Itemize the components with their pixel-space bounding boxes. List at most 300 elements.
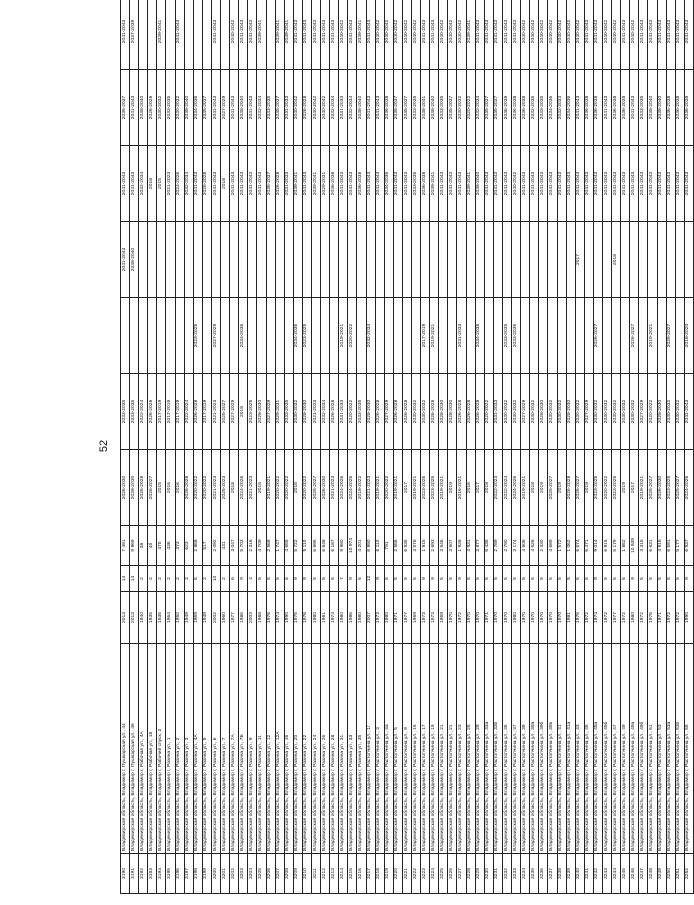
- table-row: [366, 0, 375, 894]
- table-cell: [402, 298, 411, 374]
- table-cell: 2041-2043: [230, 70, 239, 146]
- table-cell: [457, 222, 466, 298]
- table-cell: 1980: [384, 592, 393, 644]
- table-cell: [557, 298, 566, 374]
- table-cell: 2041-2043: [521, 146, 530, 222]
- table-cell: 2041-2043: [602, 146, 611, 222]
- table-cell: 1970: [493, 592, 502, 644]
- table-cell: [193, 222, 202, 298]
- table-cell: 2020-2022: [348, 298, 357, 374]
- table-cell: 2030-2032: [530, 374, 539, 450]
- table-cell: 2020-2022: [302, 450, 311, 526]
- table-cell: 2034-2036: [384, 146, 393, 222]
- row-number-cell: 3219: [384, 854, 393, 894]
- table-cell: [284, 222, 293, 298]
- table-cell: 2040-2042: [457, 0, 466, 70]
- table-cell: 2041-2043: [639, 0, 648, 70]
- table-cell: 2026-2028: [475, 374, 484, 450]
- table-cell: 2003: [248, 592, 257, 644]
- table-cell: 2032-2034: [557, 70, 566, 146]
- address-cell: Владимирская область, Владимир г, Растопчина ул., 39в: [548, 644, 557, 854]
- table-cell: 2039-2041: [466, 146, 475, 222]
- row-number-cell: 3236: [539, 854, 548, 894]
- table-cell: 1964: [166, 592, 175, 644]
- row-number-cell: 3249: [657, 854, 666, 894]
- table-cell: 2030-2032: [175, 70, 184, 146]
- table-row: [202, 0, 211, 894]
- table-cell: 2030-2032: [557, 374, 566, 450]
- row-number-cell: 3220: [393, 854, 402, 894]
- table-cell: 2023-2025: [612, 450, 621, 526]
- table-cell: 2019-2021: [648, 298, 657, 374]
- row-number-cell: 3244: [612, 854, 621, 894]
- table-cell: [521, 222, 530, 298]
- table-cell: 5: [502, 566, 511, 592]
- table-cell: 2032-2034: [184, 146, 193, 222]
- table-cell: 2016: [466, 450, 475, 526]
- table-cell: [275, 298, 284, 374]
- table-cell: 9: [348, 566, 357, 592]
- table-cell: 5: [612, 566, 621, 592]
- table-cell: 2025-2027: [666, 298, 675, 374]
- table-cell: [484, 298, 493, 374]
- table-cell: 2: [175, 566, 184, 592]
- table-cell: 2030-2032: [502, 374, 511, 450]
- table-cell: 2026-2030: [121, 450, 130, 526]
- table-row: [475, 0, 484, 894]
- table-cell: 2036-2038: [330, 146, 339, 222]
- table-cell: 2041-2043: [339, 146, 348, 222]
- table-cell: [439, 298, 448, 374]
- table-cell: 7: [339, 566, 348, 592]
- table-cell: 2019: [539, 450, 548, 526]
- table-cell: 5: [657, 566, 666, 592]
- table-cell: 2041-2043: [512, 0, 521, 70]
- table-cell: 2041-2043: [484, 146, 493, 222]
- table-cell: 2041-2043: [330, 0, 339, 70]
- table-cell: 2019-2021: [266, 450, 275, 526]
- table-cell: 2041-2043: [121, 222, 130, 298]
- table-cell: [230, 298, 239, 374]
- table-cell: 2041-2043: [211, 146, 220, 222]
- table-cell: 2041-2043: [621, 146, 630, 222]
- table-cell: 5: [548, 566, 557, 592]
- table-row: [484, 0, 493, 894]
- address-cell: Владимирская область, Владимир г, Растопчина ул., 3а: [384, 644, 393, 854]
- table-row: [548, 0, 557, 894]
- table-cell: [412, 298, 421, 374]
- table-cell: 1976: [575, 592, 584, 644]
- table-cell: 2032-2035: [530, 70, 539, 146]
- table-cell: 2036-2038: [357, 146, 366, 222]
- table-cell: 2030-2032: [575, 374, 584, 450]
- table-cell: 2028-2030: [448, 374, 457, 450]
- table-cell: 1972: [602, 592, 611, 644]
- table-cell: 1976: [293, 592, 302, 644]
- table-cell: 2026-2028: [184, 450, 193, 526]
- address-cell: Владимирская область, Владимир г, Разина ул., 35: [357, 644, 366, 854]
- table-row: [402, 0, 411, 894]
- table-cell: 2040-2042: [412, 0, 421, 70]
- table-row: [248, 0, 257, 894]
- table-cell: 9: [684, 566, 693, 592]
- table-cell: 2 789: [493, 526, 502, 566]
- table-cell: 2016: [175, 450, 184, 526]
- table-cell: 2034-2036: [239, 298, 248, 374]
- table-cell: [221, 298, 230, 374]
- table-cell: 2040-2042: [230, 0, 239, 70]
- table-cell: 517: [202, 526, 211, 566]
- table-row: [393, 0, 402, 894]
- table-cell: 2041-2043: [321, 0, 330, 70]
- table-cell: 2040-2042: [393, 0, 402, 70]
- table-cell: 2032-2034: [348, 70, 357, 146]
- address-cell: Владимирская область, Владимир г, Растопчина ул., 15: [412, 644, 421, 854]
- table-row: [457, 0, 466, 894]
- table-cell: 1980: [339, 592, 348, 644]
- table-row: [375, 0, 384, 894]
- table-cell: 2036-2038: [384, 70, 393, 146]
- table-cell: 5: [412, 566, 421, 592]
- table-cell: [302, 222, 311, 298]
- table-cell: [521, 298, 530, 374]
- table-cell: 2027-2029: [266, 374, 275, 450]
- table-cell: 2041-2043: [230, 146, 239, 222]
- table-cell: 2034-2036: [193, 70, 202, 146]
- table-cell: 2041-2043: [448, 146, 457, 222]
- table-cell: 1974: [275, 592, 284, 644]
- table-cell: 2 316: [248, 526, 257, 566]
- address-cell: Владимирская область, Владимир г, Разина ул., 3: [184, 644, 193, 854]
- table-cell: 2: [184, 566, 193, 592]
- table-cell: 2041-2043: [684, 374, 693, 450]
- address-cell: Владимирская область, Владимир г, Разина ул., 12: [266, 644, 275, 854]
- table-cell: 1973: [430, 592, 439, 644]
- table-cell: [466, 298, 475, 374]
- table-cell: 2041-2043: [593, 146, 602, 222]
- table-cell: 2020-2022: [648, 374, 657, 450]
- table-cell: 2033-2035: [512, 298, 521, 374]
- table-cell: 5: [530, 566, 539, 592]
- table-cell: 2039-2041: [466, 0, 475, 70]
- table-cell: 2040-2042: [548, 0, 557, 70]
- table-row: [448, 0, 457, 894]
- table-cell: 14: [130, 566, 139, 592]
- table-cell: 2041-2043: [666, 0, 675, 70]
- table-cell: 4: [248, 566, 257, 592]
- table-cell: 2028-2030: [302, 374, 311, 450]
- table-cell: 2040-2042: [311, 70, 320, 146]
- table-cell: 9: [239, 566, 248, 592]
- table-cell: 2025-2027: [548, 450, 557, 526]
- table-cell: 4 931: [466, 526, 475, 566]
- table-cell: 2041-2043: [475, 0, 484, 70]
- table-cell: 2041-2043: [348, 146, 357, 222]
- row-number-cell: 3246: [630, 854, 639, 894]
- address-cell: Владимирская область, Владимир г, Растопчина ул., 41а: [566, 644, 575, 854]
- table-cell: [357, 298, 366, 374]
- table-cell: [275, 222, 284, 298]
- row-number-cell: 3250: [666, 854, 675, 894]
- table-cell: 2038-2040: [184, 70, 193, 146]
- table-row: [439, 0, 448, 894]
- table-cell: [393, 222, 402, 298]
- table-cell: [257, 222, 266, 298]
- table-cell: [330, 298, 339, 374]
- table-cell: 6 631: [648, 526, 657, 566]
- table-cell: 2041-2043: [402, 146, 411, 222]
- table-cell: 431: [221, 526, 230, 566]
- table-cell: 2030-2032: [457, 70, 466, 146]
- table-cell: 5 177: [675, 526, 684, 566]
- address-cell: Владимирская область, Владимир г, Разина ул., 11: [257, 644, 266, 854]
- table-cell: 2017-2019: [421, 298, 430, 374]
- table-cell: 2033-2035: [130, 374, 139, 450]
- address-cell: Владимирская область, Владимир г, Пушкарская ул., 44: [121, 644, 130, 854]
- address-cell: Владимирская область, Владимир г, Пушкарская ул., 46: [130, 644, 139, 854]
- table-cell: 2026-2027: [575, 450, 584, 526]
- table-cell: [193, 0, 202, 70]
- table-cell: [484, 222, 493, 298]
- table-cell: 2041-2043: [548, 146, 557, 222]
- table-cell: 2033-2035: [266, 70, 275, 146]
- table-row: [321, 0, 330, 894]
- table-cell: 2041-2043: [657, 146, 666, 222]
- table-row: [357, 0, 366, 894]
- table-cell: 2041-2043: [239, 0, 248, 70]
- table-cell: 2017-2019: [202, 374, 211, 450]
- table-cell: 2021-2023: [211, 450, 220, 526]
- table-cell: 623: [184, 526, 193, 566]
- table-row: [139, 0, 148, 894]
- table-cell: 1970: [530, 592, 539, 644]
- table-cell: 2016-2021: [457, 450, 466, 526]
- table-cell: 2041-2043: [493, 0, 502, 70]
- table-cell: 2: [139, 566, 148, 592]
- table-cell: 2035-2037: [493, 70, 502, 146]
- table-cell: 5: [357, 566, 366, 592]
- row-number-cell: 3215: [348, 854, 357, 894]
- table-cell: 2041-2043: [430, 0, 439, 70]
- row-number-cell: 3202: [230, 854, 239, 894]
- table-cell: 2040-2042: [339, 0, 348, 70]
- table-row: [412, 0, 421, 894]
- table-row: [284, 0, 293, 894]
- row-number-cell: 3232: [502, 854, 511, 894]
- table-cell: 2041-2043: [648, 0, 657, 70]
- table-cell: 2041-2043: [630, 146, 639, 222]
- table-cell: 2041-2043: [648, 146, 657, 222]
- table-cell: 1970: [548, 592, 557, 644]
- table-cell: [375, 222, 384, 298]
- table-cell: 2015: [157, 450, 166, 526]
- table-cell: 2025-2023: [221, 450, 230, 526]
- table-cell: 9: [421, 566, 430, 592]
- table-cell: 1 928: [457, 526, 466, 566]
- address-cell: Владимирская область, Владимир г, Разина ул., 5: [202, 644, 211, 854]
- table-cell: 2032-2034: [330, 70, 339, 146]
- table-cell: 2015: [157, 146, 166, 222]
- table-cell: 2 790: [502, 526, 511, 566]
- address-cell: Владимирская область, Владимир г, Разина ул., 31: [339, 644, 348, 854]
- table-cell: 2041-2043: [484, 0, 493, 70]
- table-cell: [175, 222, 184, 298]
- table-cell: 2039-2041: [257, 0, 266, 70]
- table-cell: [675, 222, 684, 298]
- table-cell: 2039-2041: [275, 0, 284, 70]
- table-row: [648, 0, 657, 894]
- table-cell: 1973: [375, 592, 384, 644]
- table-cell: 2026-2027: [630, 298, 639, 374]
- table-cell: 2018: [221, 146, 230, 222]
- table-cell: 2: [157, 566, 166, 592]
- table-cell: 2036-2038: [593, 70, 602, 146]
- table-cell: [148, 222, 157, 298]
- table-cell: [148, 0, 157, 70]
- table-cell: 6 915: [602, 526, 611, 566]
- table-cell: 2039-2041: [284, 0, 293, 70]
- table-cell: 2041-2043: [239, 146, 248, 222]
- table-cell: 2018: [148, 146, 157, 222]
- table-cell: 2020-2022: [348, 374, 357, 450]
- table-cell: 2041-2043: [257, 146, 266, 222]
- table-cell: 2026-2028: [148, 70, 157, 146]
- table-cell: 9: [593, 566, 602, 592]
- table-cell: [330, 222, 339, 298]
- table-cell: 2038-2040: [130, 222, 139, 298]
- table-cell: [266, 298, 275, 374]
- table-cell: 6: [193, 566, 202, 592]
- table-cell: 2029-2031: [321, 146, 330, 222]
- table-cell: 2041-2043: [602, 70, 611, 146]
- table-cell: 2032-2034: [139, 146, 148, 222]
- table-row: [575, 0, 584, 894]
- table-cell: 2020-2022: [284, 450, 293, 526]
- table-cell: [493, 298, 502, 374]
- table-cell: 2036-2038: [612, 70, 621, 146]
- table-cell: 5: [512, 566, 521, 592]
- table-cell: 2019: [584, 450, 593, 526]
- table-cell: 1972: [675, 592, 684, 644]
- table-cell: 6 937: [684, 526, 693, 566]
- table-cell: 2040-2042: [321, 70, 330, 146]
- table-cell: [284, 298, 293, 374]
- table-cell: 1972: [457, 592, 466, 644]
- table-cell: 4 915: [657, 526, 666, 566]
- table-cell: 2028-2030: [657, 374, 666, 450]
- table-cell: 5: [275, 566, 284, 592]
- table-cell: 5: [466, 566, 475, 592]
- address-cell: Владимирская область, Владимир г, Растопчина ул., 25: [466, 644, 475, 854]
- table-row: [512, 0, 521, 894]
- table-cell: 2: [221, 566, 230, 592]
- address-cell: Владимирская область, Владимир г, Растопчина ул., 21: [448, 644, 457, 854]
- table-row: [221, 0, 230, 894]
- row-number-cell: 3213: [330, 854, 339, 894]
- address-cell: Владимирская область, Владимир г, Разина ул., 33: [348, 644, 357, 854]
- table-cell: 1972: [666, 592, 675, 644]
- table-cell: 9: [630, 566, 639, 592]
- table-cell: [257, 298, 266, 374]
- table-cell: 1980: [357, 592, 366, 644]
- table-cell: 4 689: [548, 526, 557, 566]
- page-number: 52: [98, 439, 111, 453]
- table-cell: 2040-2042: [575, 0, 584, 70]
- table-cell: 2036-2038: [512, 70, 521, 146]
- table-row: [193, 0, 202, 894]
- table-cell: 2023-2025: [302, 298, 311, 374]
- table-cell: 2019-2021: [375, 450, 384, 526]
- table-cell: 1 852: [621, 526, 630, 566]
- table-cell: 2040-2042: [539, 0, 548, 70]
- table-cell: [448, 298, 457, 374]
- table-cell: 2033-2035: [639, 70, 648, 146]
- table-cell: 2026-2028: [193, 374, 202, 450]
- table-cell: 2019-2021: [430, 298, 439, 374]
- table-cell: [566, 298, 575, 374]
- address-cell: Владимирская область, Владимир г, Разина ул., 6: [211, 644, 220, 854]
- table-cell: 2015: [257, 450, 266, 526]
- table-cell: 2031-2033: [457, 298, 466, 374]
- table-cell: 2027-2029: [384, 374, 393, 450]
- table-cell: [621, 298, 630, 374]
- table-cell: 2041-2043: [193, 146, 202, 222]
- table-cell: [539, 222, 548, 298]
- table-cell: 2030-2032: [548, 374, 557, 450]
- table-cell: 1980: [311, 592, 320, 644]
- table-cell: [139, 298, 148, 374]
- address-cell: Владимирская область, Владимир г, Разина ул., 7Б: [239, 644, 248, 854]
- table-cell: [311, 222, 320, 298]
- table-row: [466, 0, 475, 894]
- table-cell: 2028-2030: [257, 374, 266, 450]
- table-cell: 1 062: [566, 526, 575, 566]
- table-cell: 5: [575, 566, 584, 592]
- table-cell: 2040-2042: [448, 0, 457, 70]
- address-cell: Владимирская область, Владимир г, Разина ул., 16: [284, 644, 293, 854]
- table-cell: 2019-2021: [412, 450, 421, 526]
- row-number-cell: 3234: [521, 854, 530, 894]
- table-cell: 2018: [530, 450, 539, 526]
- table-cell: 2041-2043: [130, 146, 139, 222]
- table-cell: [248, 222, 257, 298]
- table-cell: [339, 222, 348, 298]
- table-cell: 5: [321, 566, 330, 592]
- table-cell: 2041-2043: [657, 0, 666, 70]
- table-cell: 2021-2023: [211, 374, 220, 450]
- table-cell: 2024-2026: [684, 450, 693, 526]
- table-cell: [239, 222, 248, 298]
- table-cell: 6 471: [584, 526, 593, 566]
- table-cell: 2036-2038: [675, 70, 684, 146]
- table-cell: 2038-2040: [475, 146, 484, 222]
- table-cell: 2026-2028: [402, 374, 411, 450]
- table-cell: 6 674: [575, 526, 584, 566]
- table-cell: 3 546: [439, 526, 448, 566]
- table-cell: 2041-2043: [584, 0, 593, 70]
- table-cell: [412, 222, 421, 298]
- table-cell: 1977: [230, 592, 239, 644]
- table-cell: 2 568: [266, 526, 275, 566]
- table-cell: 2041-2043: [439, 146, 448, 222]
- table-cell: 1974: [593, 592, 602, 644]
- address-cell: Владимирская область, Владимир г, Разина ул., 12А: [275, 644, 284, 854]
- table-row: [612, 0, 621, 894]
- address-cell: Владимирская область, Владимир г, Растопчина ул., 17: [421, 644, 430, 854]
- table-row: [584, 0, 593, 894]
- row-number-cell: 3192: [139, 854, 148, 894]
- table-cell: [657, 222, 666, 298]
